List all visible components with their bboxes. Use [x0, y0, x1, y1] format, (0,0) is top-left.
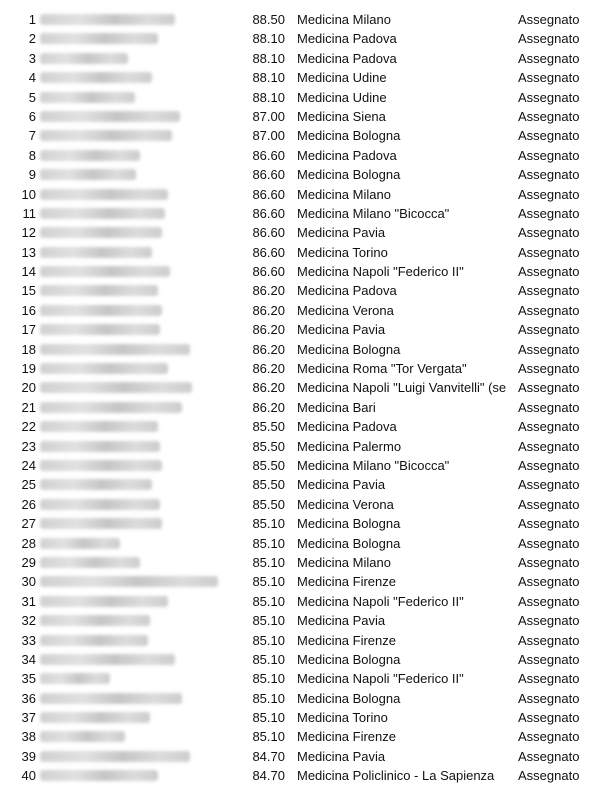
row-score: 84.70 [252, 768, 285, 784]
row-rank: 26 [21, 496, 36, 512]
row-status: Assegnato [518, 205, 580, 221]
row-university: Medicina Napoli "Luigi Vanvitelli" (se [297, 380, 507, 396]
row-score: 86.20 [252, 302, 285, 318]
row-score: 85.10 [252, 651, 285, 667]
row-university: Medicina Bologna [297, 516, 401, 532]
row-score: 87.00 [252, 128, 285, 144]
row-status: Assegnato [518, 651, 580, 667]
table-row [0, 689, 602, 708]
row-university: Medicina Napoli "Federico II" [297, 264, 464, 280]
table-row [0, 107, 602, 126]
row-status: Assegnato [518, 496, 580, 512]
blurred-name [40, 382, 192, 393]
row-university: Medicina Torino [297, 710, 388, 726]
row-university: Medicina Siena [297, 108, 386, 124]
row-university: Medicina Milano [297, 12, 391, 27]
row-rank: 21 [21, 399, 36, 415]
table-row [0, 340, 602, 359]
row-university: Medicina Firenze [297, 729, 396, 745]
row-score: 85.10 [252, 710, 285, 726]
blurred-name [40, 189, 168, 200]
row-rank: 3 [28, 50, 36, 66]
blurred-name [40, 712, 150, 723]
table-row [0, 495, 602, 514]
blurred-name [40, 208, 165, 219]
blurred-name [40, 731, 125, 742]
table-row [0, 669, 602, 688]
row-rank: 11 [22, 205, 36, 221]
row-university: Medicina Firenze [297, 574, 396, 590]
blurred-name [40, 654, 175, 665]
row-score: 85.10 [252, 729, 285, 745]
blurred-name [40, 14, 175, 25]
row-score: 86.60 [252, 147, 285, 163]
row-rank: 22 [21, 419, 36, 435]
row-rank: 34 [21, 651, 36, 667]
row-rank: 39 [21, 748, 36, 764]
row-score: 85.50 [252, 438, 285, 454]
row-status: Assegnato [518, 70, 580, 86]
row-rank: 38 [21, 729, 36, 745]
blurred-name [40, 460, 162, 471]
table-row [0, 572, 602, 591]
table-row [0, 456, 602, 475]
row-score: 86.60 [252, 167, 285, 183]
row-university: Medicina Roma "Tor Vergata" [297, 361, 467, 377]
table-row [0, 281, 602, 300]
row-status: Assegnato [518, 613, 580, 629]
row-score: 88.50 [252, 12, 285, 27]
row-university: Medicina Policlinico - La Sapienza [297, 768, 495, 784]
row-status: Assegnato [518, 12, 580, 27]
blurred-name [40, 266, 170, 277]
row-status: Assegnato [518, 574, 580, 590]
row-university: Medicina Udine [297, 89, 387, 105]
row-status: Assegnato [518, 361, 580, 377]
row-university: Medicina Napoli "Federico II" [297, 671, 464, 687]
row-university: Medicina Bologna [297, 535, 401, 551]
row-rank: 24 [21, 457, 36, 473]
row-status: Assegnato [518, 322, 580, 338]
row-rank: 36 [21, 690, 36, 706]
row-status: Assegnato [518, 729, 580, 745]
table-row [0, 727, 602, 746]
row-score: 85.10 [252, 632, 285, 648]
row-score: 88.10 [252, 70, 285, 86]
row-status: Assegnato [518, 593, 580, 609]
row-status: Assegnato [518, 167, 580, 183]
row-status: Assegnato [518, 671, 580, 687]
table-row [0, 165, 602, 184]
table-row [0, 320, 602, 339]
row-rank: 23 [21, 438, 36, 454]
row-score: 85.50 [252, 457, 285, 473]
row-university: Medicina Bari [297, 399, 376, 415]
row-rank: 33 [21, 632, 36, 648]
row-university: Medicina Verona [297, 496, 394, 512]
row-score: 85.50 [252, 419, 285, 435]
blurred-name [40, 615, 150, 626]
row-university: Medicina Bologna [297, 128, 401, 144]
row-status: Assegnato [518, 128, 580, 144]
table-row [0, 475, 602, 494]
blurred-name [40, 285, 158, 296]
row-score: 86.60 [252, 225, 285, 241]
table-row [0, 592, 602, 611]
row-university: Medicina Bologna [297, 651, 401, 667]
row-rank: 4 [28, 70, 36, 86]
row-score: 88.10 [252, 50, 285, 66]
table-row [0, 126, 602, 145]
row-status: Assegnato [518, 380, 580, 396]
table-row [0, 359, 602, 378]
row-status: Assegnato [518, 516, 580, 532]
row-university: Medicina Milano [297, 186, 391, 202]
row-university: Medicina Verona [297, 302, 394, 318]
row-status: Assegnato [518, 535, 580, 551]
row-status: Assegnato [518, 244, 580, 260]
row-university: Medicina Bologna [297, 341, 401, 357]
table-row [0, 747, 602, 766]
blurred-name [40, 576, 218, 587]
row-rank: 31 [21, 593, 36, 609]
row-status: Assegnato [518, 399, 580, 415]
row-university: Medicina Torino [297, 244, 388, 260]
blurred-name [40, 499, 160, 510]
table-row [0, 88, 602, 107]
blurred-name [40, 305, 162, 316]
row-score: 87.00 [252, 108, 285, 124]
row-university: Medicina Pavia [297, 613, 386, 629]
table-row [0, 534, 602, 553]
row-university: Medicina Pavia [297, 748, 386, 764]
table-row [0, 378, 602, 397]
row-score: 86.60 [252, 186, 285, 202]
blurred-name [40, 227, 162, 238]
row-status: Assegnato [518, 710, 580, 726]
table-row [0, 223, 602, 242]
blurred-name [40, 53, 128, 64]
row-university: Medicina Pavia [297, 322, 386, 338]
row-rank: 40 [21, 768, 36, 784]
row-score: 85.10 [252, 554, 285, 570]
table-row [0, 185, 602, 204]
row-score: 86.20 [252, 361, 285, 377]
row-university: Medicina Pavia [297, 225, 386, 241]
table-row [0, 146, 602, 165]
row-score: 86.60 [252, 205, 285, 221]
row-score: 85.10 [252, 690, 285, 706]
row-status: Assegnato [518, 419, 580, 435]
blurred-name [40, 479, 152, 490]
row-university: Medicina Firenze [297, 632, 396, 648]
row-university: Medicina Milano "Bicocca" [297, 457, 450, 473]
row-score: 85.10 [252, 613, 285, 629]
row-status: Assegnato [518, 186, 580, 202]
row-score: 84.70 [252, 748, 285, 764]
row-rank: 29 [21, 554, 36, 570]
row-score: 86.20 [252, 283, 285, 299]
row-score: 85.50 [252, 477, 285, 493]
blurred-name [40, 72, 152, 83]
row-university: Medicina Pavia [297, 477, 386, 493]
row-rank: 6 [28, 108, 36, 124]
blurred-name [40, 673, 110, 684]
row-status: Assegnato [518, 264, 580, 280]
row-rank: 16 [21, 302, 36, 318]
row-university: Medicina Padova [297, 419, 397, 435]
table-row [0, 631, 602, 650]
blurred-name [40, 693, 182, 704]
table-row [0, 766, 602, 785]
row-rank: 28 [21, 535, 36, 551]
table-row [0, 437, 602, 456]
row-university: Medicina Milano "Bicocca" [297, 205, 450, 221]
row-status: Assegnato [518, 438, 580, 454]
row-rank: 18 [21, 341, 36, 357]
row-status: Assegnato [518, 147, 580, 163]
row-status: Assegnato [518, 302, 580, 318]
row-rank: 37 [21, 710, 36, 726]
row-status: Assegnato [518, 748, 580, 764]
row-rank: 17 [21, 322, 36, 338]
table-row [0, 29, 602, 48]
blurred-name [40, 538, 120, 549]
row-rank: 5 [28, 89, 36, 105]
row-rank: 13 [21, 244, 36, 260]
row-status: Assegnato [518, 477, 580, 493]
row-score: 86.20 [252, 399, 285, 415]
row-status: Assegnato [518, 632, 580, 648]
row-score: 86.60 [252, 264, 285, 280]
blurred-name [40, 324, 160, 335]
table-row [0, 68, 602, 87]
row-university: Medicina Bologna [297, 690, 401, 706]
row-status: Assegnato [518, 283, 580, 299]
row-score: 85.10 [252, 574, 285, 590]
row-university: Medicina Bologna [297, 167, 401, 183]
row-university: Medicina Napoli "Federico II" [297, 593, 464, 609]
table-row [0, 49, 602, 68]
row-score: 85.10 [252, 593, 285, 609]
blurred-name [40, 441, 160, 452]
row-rank: 27 [21, 516, 36, 532]
row-rank: 15 [21, 283, 36, 299]
row-rank: 10 [21, 186, 36, 202]
row-rank: 12 [21, 225, 36, 241]
blurred-name [40, 770, 158, 781]
row-rank: 25 [21, 477, 36, 493]
row-score: 86.20 [252, 322, 285, 338]
row-university: Medicina Udine [297, 70, 387, 86]
table-row [0, 301, 602, 320]
blurred-name [40, 635, 148, 646]
row-university: Medicina Milano [297, 554, 391, 570]
blurred-name [40, 92, 135, 103]
blurred-name [40, 33, 158, 44]
row-rank: 9 [28, 167, 36, 183]
row-status: Assegnato [518, 457, 580, 473]
row-status: Assegnato [518, 554, 580, 570]
row-university: Medicina Padova [297, 283, 397, 299]
table-row [0, 243, 602, 262]
row-score: 88.10 [252, 31, 285, 47]
row-score: 85.10 [252, 535, 285, 551]
row-score: 88.10 [252, 89, 285, 105]
row-status: Assegnato [518, 690, 580, 706]
row-rank: 1 [28, 12, 36, 27]
table-row [0, 398, 602, 417]
blurred-name [40, 557, 140, 568]
row-rank: 2 [28, 31, 36, 47]
table-row [0, 611, 602, 630]
row-university: Medicina Padova [297, 31, 397, 47]
row-rank: 19 [21, 361, 36, 377]
row-rank: 8 [28, 147, 36, 163]
blurred-name [40, 169, 136, 180]
row-score: 86.20 [252, 341, 285, 357]
row-status: Assegnato [518, 108, 580, 124]
blurred-name [40, 518, 162, 529]
row-university: Medicina Palermo [297, 438, 402, 454]
table-row [0, 417, 602, 436]
table-row [0, 204, 602, 223]
blurred-name [40, 150, 140, 161]
blurred-name [40, 363, 168, 374]
row-rank: 14 [21, 264, 36, 280]
blurred-name [40, 596, 168, 607]
row-status: Assegnato [518, 31, 580, 47]
table-row [0, 10, 602, 29]
row-rank: 7 [28, 128, 36, 144]
table-row [0, 262, 602, 281]
row-status: Assegnato [518, 89, 580, 105]
row-score: 85.50 [252, 496, 285, 512]
row-status: Assegnato [518, 225, 580, 241]
blurred-name [40, 130, 172, 141]
table-row [0, 708, 602, 727]
blurred-name [40, 421, 158, 432]
blurred-name [40, 111, 180, 122]
row-score: 85.10 [252, 671, 285, 687]
row-score: 85.10 [252, 516, 285, 532]
blurred-name [40, 344, 190, 355]
row-score: 86.20 [252, 380, 285, 396]
row-rank: 30 [21, 574, 36, 590]
row-rank: 20 [21, 380, 36, 396]
row-score: 86.60 [252, 244, 285, 260]
blurred-name [40, 751, 190, 762]
row-rank: 35 [21, 671, 36, 687]
table-row [0, 650, 602, 669]
blurred-name [40, 402, 182, 413]
row-status: Assegnato [518, 50, 580, 66]
row-status: Assegnato [518, 341, 580, 357]
table-row [0, 514, 602, 533]
row-university: Medicina Padova [297, 147, 397, 163]
blurred-name [40, 247, 152, 258]
row-rank: 32 [21, 613, 36, 629]
row-university: Medicina Padova [297, 50, 397, 66]
table-row [0, 553, 602, 572]
ranking-table [0, 10, 602, 786]
row-status: Assegnato [518, 768, 580, 784]
